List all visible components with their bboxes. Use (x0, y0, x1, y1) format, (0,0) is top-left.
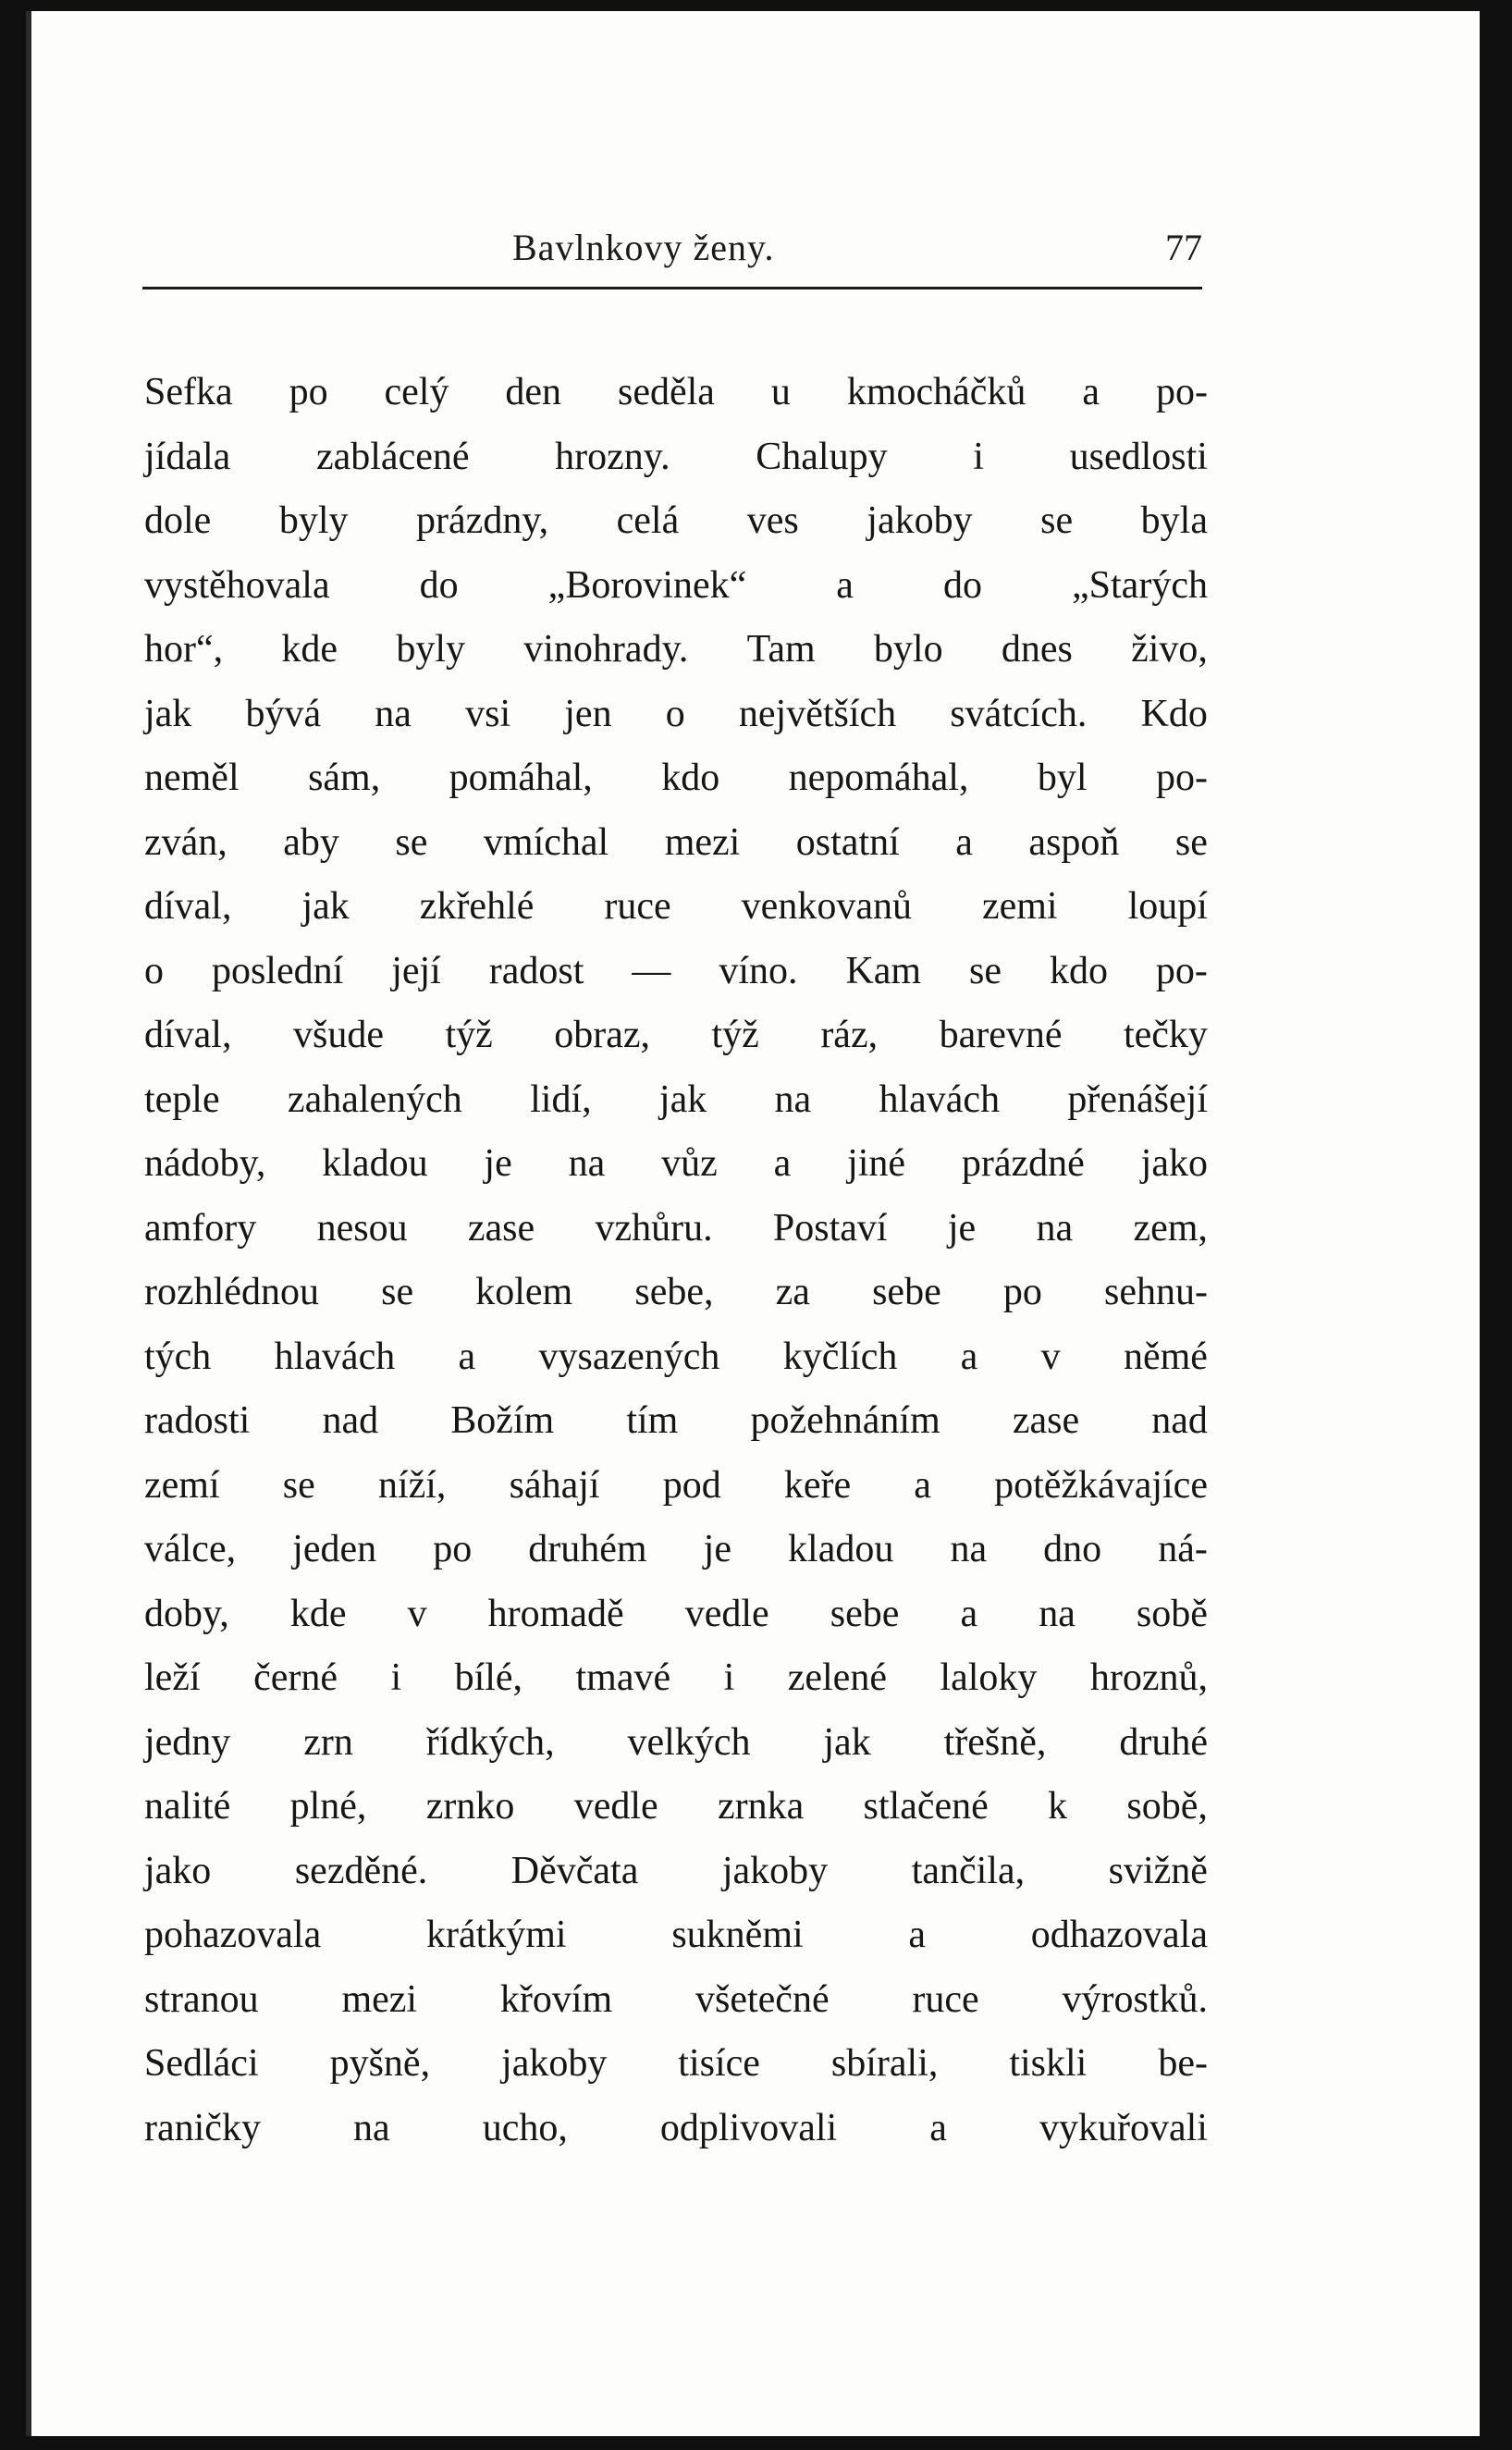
text-line: doby, kde v hromadě vedle sebe a na sobě (144, 1592, 1208, 1635)
text-line: amfory nesou zase vzhůru. Postaví je na zem, (144, 1206, 1208, 1250)
text-line: vystěhovala do „Borovinek“ a do „Starých (144, 563, 1208, 607)
text-line: díval, jak zkřehlé ruce venkovanů zemi loupí (144, 885, 1208, 928)
text-line: neměl sám, pomáhal, kdo nepomáhal, byl po- (144, 757, 1208, 799)
text-line: válce, jeden po druhém je kladou na dno ná- (144, 1528, 1208, 1570)
text-line: leží černé i bílé, tmavé i zelené laloky hroznů, (144, 1656, 1208, 1699)
page-header (142, 215, 1202, 270)
text-line: o poslední její radost — víno. Kam se kdo po- (144, 949, 1208, 992)
text-line: Sefka po celý den seděla u kmocháčků a po- (144, 371, 1208, 413)
text-line: díval, všude týž obraz, týž ráz, barevné tečky (144, 1014, 1208, 1056)
text-line: rozhlédnou se kolem sebe, za sebe po sehnu- (144, 1271, 1208, 1313)
text-line: nalité plné, zrnko vedle zrnka stlačené k sobě, (144, 1785, 1208, 1828)
text-line: stranou mezi křovím všetečné ruce výrostků. (144, 1977, 1208, 2021)
text-line: zván, aby se vmíchal mezi ostatní a aspoň se (144, 820, 1208, 864)
text-line: raničky na ucho, odplivovali a vykuřovali (144, 2106, 1208, 2149)
text-line: jako sezděné. Děvčata jakoby tančila, svižně (144, 1849, 1208, 1892)
text-line: teple zahalených lidí, jak na hlavách přenášejí (144, 1077, 1208, 1121)
header-rule (142, 287, 1202, 289)
text-line: jak bývá na vsi jen o největších svátcích. Kdo (144, 692, 1208, 735)
text-line: hor“, kde byly vinohrady. Tam bylo dnes živo, (144, 628, 1208, 671)
running-head: Bavlnkovy ženy. (512, 227, 775, 268)
text-line: zemí se níží, sáhají pod keře a potěžkávajíce (144, 1463, 1208, 1507)
page-number: 77 (1165, 227, 1202, 268)
text-line: nádoby, kladou je na vůz a jiné prázdné jako (144, 1142, 1208, 1185)
text-line: jedny zrn řídkých, velkých jak třešně, druhé (144, 1720, 1208, 1764)
body-text (144, 361, 1208, 2161)
text-line: pohazovala krátkými sukněmi a odhazovala (144, 1914, 1208, 1956)
text-line: Sedláci pyšně, jakoby tisíce sbírali, tiskli be- (144, 2042, 1208, 2085)
text-line: tých hlavách a vysazených kyčlích a v němé (144, 1335, 1208, 1378)
text-line: jídala zablácené hrozny. Chalupy i usedlosti (144, 435, 1208, 478)
text-line: dole byly prázdny, celá ves jakoby se byla (144, 499, 1208, 542)
book-page (26, 11, 1480, 2436)
text-line: radosti nad Božím tím požehnáním zase nad (144, 1399, 1208, 1442)
